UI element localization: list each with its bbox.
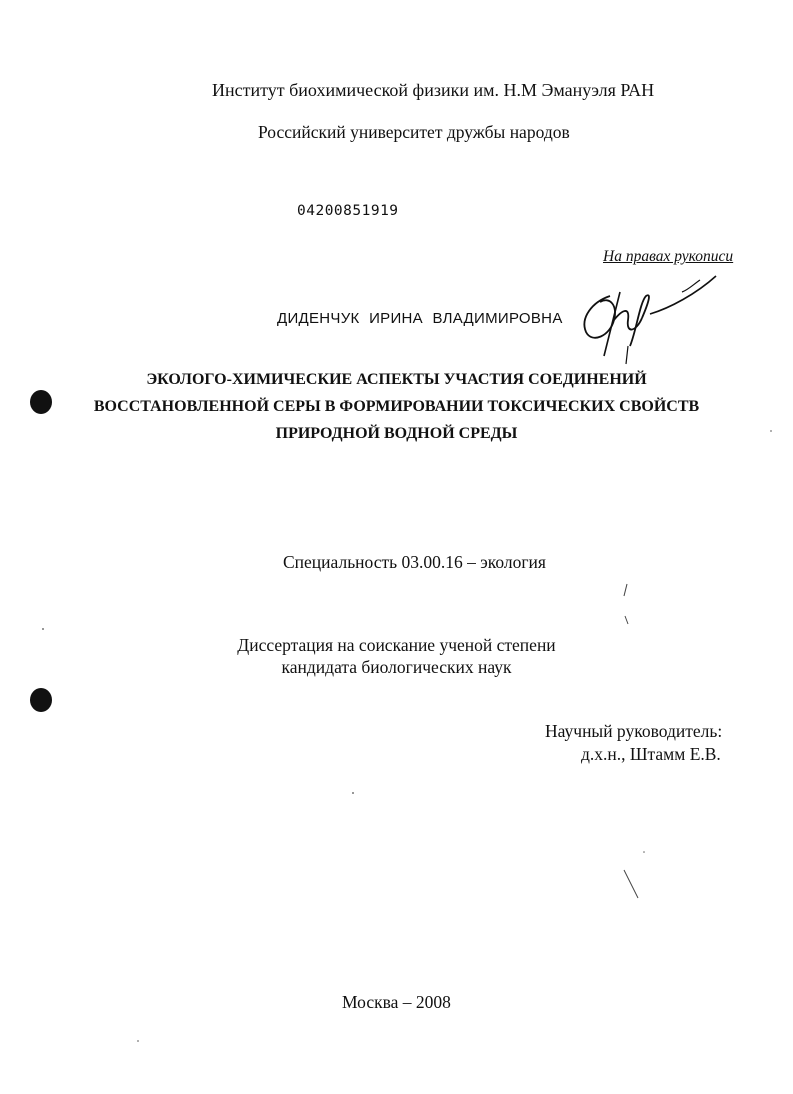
title-line-2: ВОССТАНОВЛЕННОЙ СЕРЫ В ФОРМИРОВАНИИ ТОКСИЧЕСКИХ СВОЙСТВ	[93, 398, 700, 415]
dissertation-line-2: кандидата биологических наук	[281, 657, 512, 677]
speck	[352, 792, 354, 794]
binding-hole-bottom	[30, 688, 52, 712]
speck	[137, 1040, 139, 1042]
author-name: ДИДЕНЧУК ИРИНА ВЛАДИМИРОВНА	[277, 310, 563, 327]
supervisor-label: Научный руководитель:	[545, 721, 723, 741]
handwritten-signature	[570, 262, 720, 372]
institute-name: Институт биохимической физики им. Н.М Эмануэля РАН	[212, 80, 655, 100]
supervisor-name: д.х.н., Штамм Е.В.	[581, 744, 721, 764]
speck	[770, 430, 772, 432]
scan-artifact-marks	[600, 580, 660, 910]
catalog-number: 04200851919	[297, 203, 399, 219]
city-year: Москва – 2008	[342, 992, 451, 1012]
university-name: Российский университет дружбы народов	[258, 122, 570, 142]
title-line-1: ЭКОЛОГО-ХИМИЧЕСКИЕ АСПЕКТЫ УЧАСТИЯ СОЕДИНЕНИЙ	[146, 371, 647, 388]
binding-hole-top	[30, 390, 52, 414]
title-line-3: ПРИРОДНОЙ ВОДНОЙ СРЕДЫ	[275, 425, 518, 442]
rights-note: На правах рукописи	[603, 248, 734, 265]
speck	[42, 628, 44, 630]
specialty: Специальность 03.00.16 – экология	[283, 552, 546, 572]
dissertation-line-1: Диссертация на соискание ученой степени	[237, 635, 556, 655]
